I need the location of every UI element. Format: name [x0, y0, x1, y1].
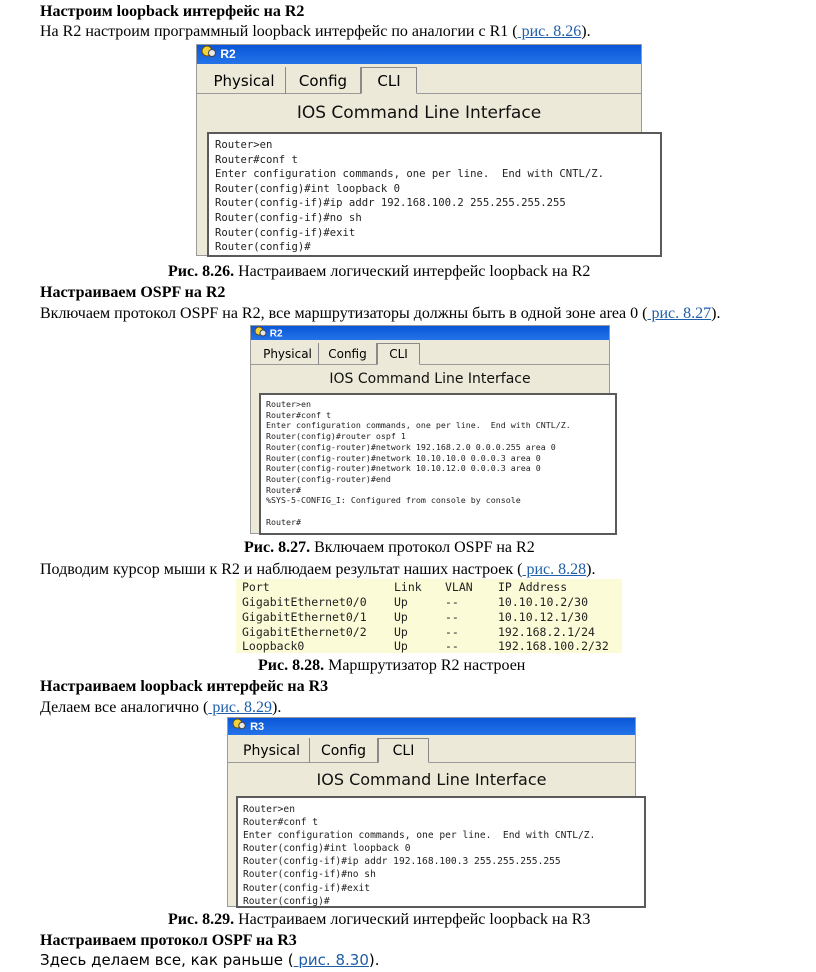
cell-vlan: -- — [445, 639, 459, 653]
cell-ip: 10.10.12.1/30 — [498, 610, 589, 624]
figure-link-8-29[interactable]: рис. 8.29 — [208, 699, 273, 716]
console-output[interactable] — [259, 393, 617, 535]
column-link: Link — [394, 580, 422, 594]
cell-port: GigabitEthernet0/2 — [242, 625, 367, 639]
caption-label: Рис. 8.26. — [168, 263, 235, 280]
table-header — [236, 580, 622, 595]
window-titlebar — [197, 45, 641, 64]
window-title: R2 — [269, 328, 283, 340]
paragraph-text: Здесь делаем все, как раньше ( — [40, 951, 294, 969]
tab-physical[interactable]: Physical — [234, 738, 310, 763]
table-row — [236, 639, 622, 654]
table-row — [236, 595, 622, 610]
cell-vlan: -- — [445, 595, 459, 609]
paragraph-text-end: ). — [711, 305, 721, 322]
console-text: Router>en Router#conf t Enter configuration commands, one per line. End with CNTL/Z. Router(config)#int loopback 0 Router(config-if)#ip addr 192.168.100.2 255.255.255.255 Router(config-if)#no sh Router(config-if)#exit Router(config)# — [215, 139, 605, 254]
cell-ip: 10.10.10.2/30 — [498, 595, 589, 609]
paragraph-ospf-r3 — [40, 951, 380, 970]
figure-link-8-27[interactable]: рис. 8.27 — [647, 305, 712, 322]
caption-label: Рис. 8.29. — [168, 911, 235, 928]
paragraph-text: Подводим курсор мыши к R2 и наблюдаем результат наших настроек ( — [40, 561, 523, 578]
table-row — [236, 625, 622, 640]
column-port: Port — [242, 580, 270, 594]
cell-port: GigabitEthernet0/0 — [242, 595, 367, 609]
packet-tracer-icon — [201, 45, 217, 64]
paragraph-text-end: ). — [272, 699, 282, 716]
cell-ip: 192.168.100.2/32 — [498, 639, 609, 653]
paragraph-text-end: ). — [581, 23, 591, 40]
section-heading-ospf-r3: Настраиваем протокол OSPF на R3 — [40, 932, 297, 949]
section-heading-ospf-r2: Настраиваем OSPF на R2 — [40, 284, 226, 301]
cell-vlan: -- — [445, 625, 459, 639]
window-title: R3 — [250, 720, 265, 733]
console-output[interactable] — [236, 796, 646, 908]
tab-physical[interactable]: Physical — [257, 343, 319, 365]
paragraph-text-end: ). — [368, 951, 380, 969]
tab-cli[interactable]: CLI — [378, 738, 429, 763]
console-output[interactable] — [207, 132, 662, 257]
cli-window-r2-ospf — [250, 325, 610, 534]
caption-label: Рис. 8.27. — [244, 539, 311, 556]
caption-text: Настраиваем логический интерфейс loopback на R2 — [234, 263, 591, 280]
figure-link-8-28[interactable]: рис. 8.28 — [522, 561, 587, 578]
cli-window-r3-loopback — [227, 717, 636, 907]
caption-text: Настраиваем логический интерфейс loopback на R3 — [234, 911, 591, 928]
caption-text: Включаем протокол OSPF на R2 — [310, 539, 535, 556]
caption-label: Рис. 8.28. — [258, 657, 325, 674]
paragraph-text: Делаем все аналогично ( — [40, 699, 209, 716]
section-heading-loopback-r2: Настроим loopback интерфейс на R2 — [40, 3, 305, 20]
paragraph-hover-r2 — [40, 560, 595, 579]
column-ip-address: IP Address — [498, 580, 568, 594]
window-titlebar — [228, 718, 635, 735]
figure-link-8-26[interactable]: рис. 8.26 — [517, 23, 582, 40]
console-text: Router>en Router#conf t Enter configuration commands, one per line. End with CNTL/Z. Router(config)#router ospf 1 Router(config-router)#network 192.168.2.0 0.0.0.255 area 0 Router(config-router)#network 10.10.10.0 0.0.0.3 area 0 Router(config-router)#network 10.10.12.0 0.0.0.3 area 0 Router(config-router)#end Router# %SYS-5-CONFIG_I: Configured from console by console Router# — [266, 399, 571, 527]
port-status-table — [236, 579, 622, 653]
console-text: Router>en Router#conf t Enter configuration commands, one per line. End with CNTL/Z. Router(config)#int loopback 0 Router(config-if)#ip addr 192.168.100.3 255.255.255.255 Router(config-if)#no sh Router(config-if)#exit Router(config)# — [243, 804, 596, 907]
figure-caption-8-28 — [258, 656, 525, 675]
cell-link: Up — [394, 639, 408, 653]
tab-cli[interactable]: CLI — [361, 67, 417, 94]
tab-config[interactable]: Config — [286, 67, 361, 94]
tab-cli[interactable]: CLI — [377, 343, 420, 365]
cli-window-r2-loopback — [196, 44, 642, 256]
cli-heading: IOS Command Line Interface — [296, 103, 542, 123]
window-title: R2 — [220, 47, 236, 61]
figure-caption-8-26 — [168, 262, 590, 281]
cell-link: Up — [394, 595, 408, 609]
cell-port: GigabitEthernet0/1 — [242, 610, 367, 624]
paragraph-loopback-r2 — [40, 22, 591, 41]
cell-vlan: -- — [445, 610, 459, 624]
window-titlebar — [251, 326, 609, 340]
section-heading-loopback-r3: Настраиваем loopback интерфейс на R3 — [40, 678, 329, 695]
cli-heading: IOS Command Line Interface — [316, 770, 547, 789]
cell-port: Loopback0 — [242, 639, 305, 653]
figure-link-8-30[interactable]: рис. 8.30 — [293, 951, 369, 969]
tab-config[interactable]: Config — [319, 343, 377, 365]
cell-ip: 192.168.2.1/24 — [498, 625, 595, 639]
caption-text: Маршрутизатор R2 настроен — [324, 657, 526, 674]
cell-link: Up — [394, 610, 408, 624]
figure-caption-8-29 — [168, 910, 590, 929]
cell-link: Up — [394, 625, 408, 639]
tab-bar — [251, 343, 609, 365]
cli-heading: IOS Command Line Interface — [329, 371, 531, 387]
paragraph-text: Включаем протокол OSPF на R2, все маршрутизаторы должны быть в одной зоне area 0 ( — [40, 305, 648, 322]
figure-caption-8-27 — [244, 538, 535, 557]
paragraph-text-end: ). — [586, 561, 596, 578]
paragraph-loopback-r3 — [40, 698, 281, 717]
paragraph-ospf-r2 — [40, 304, 720, 323]
column-vlan: VLAN — [445, 580, 473, 594]
table-row — [236, 610, 622, 625]
packet-tracer-icon — [254, 326, 267, 342]
tab-bar — [228, 738, 635, 763]
tab-bar — [197, 67, 641, 94]
paragraph-text: На R2 настроим программный loopback интерфейс по аналогии с R1 ( — [40, 23, 518, 40]
tab-config[interactable]: Config — [310, 738, 378, 763]
packet-tracer-icon — [232, 718, 247, 736]
tab-physical[interactable]: Physical — [203, 67, 286, 94]
